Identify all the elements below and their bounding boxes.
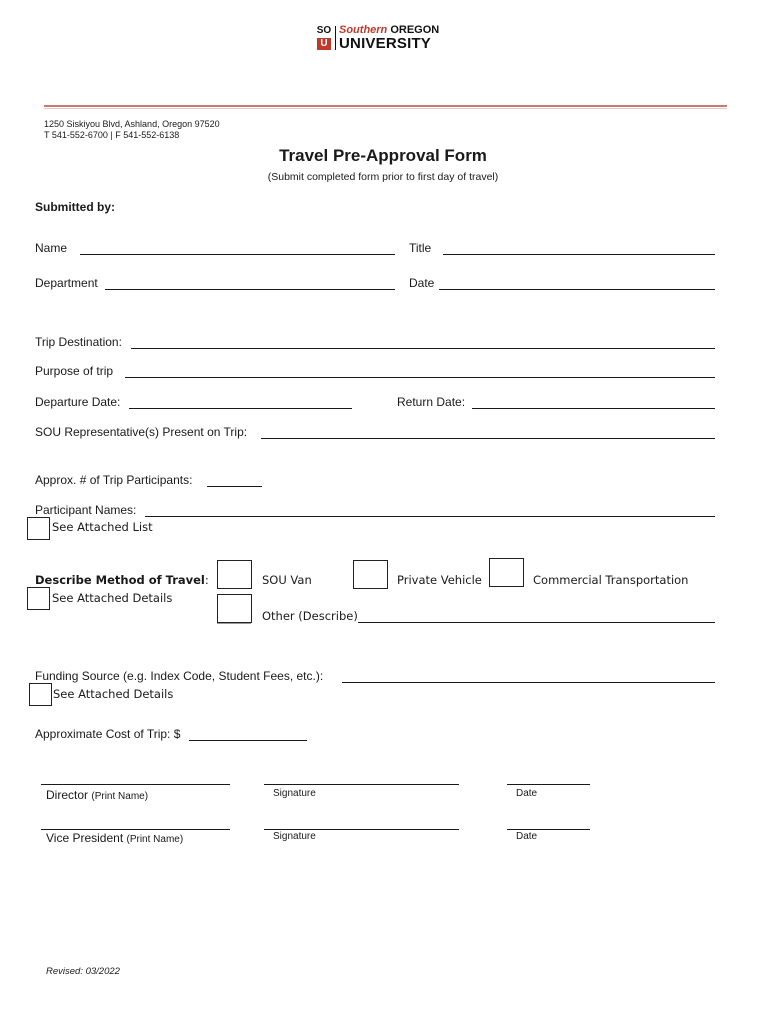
vp-label: Vice President [46, 831, 124, 845]
date-label: Date [409, 276, 435, 290]
participant-names-field[interactable] [145, 502, 715, 517]
other-label: Other (Describe) [262, 609, 358, 623]
logo-mark [316, 25, 332, 51]
return-date-label: Return Date: [397, 395, 466, 409]
header-rule [44, 105, 727, 107]
purpose-label: Purpose of trip [35, 364, 114, 378]
director-signature-label: Signature [273, 788, 316, 799]
submitted-by-label: Submitted by: [35, 200, 115, 214]
name-field[interactable] [80, 240, 395, 255]
see-attached-details-checkbox-2[interactable] [29, 683, 52, 706]
cost-label: Approximate Cost of Trip: $ [35, 727, 181, 741]
date-field[interactable] [439, 275, 715, 290]
vp-date-line[interactable] [507, 815, 590, 830]
logo-word-university: UNIVERSITY [339, 35, 432, 52]
trip-destination-label: Trip Destination: [35, 335, 122, 349]
director-date-line[interactable] [507, 770, 590, 785]
commercial-checkbox[interactable] [489, 558, 524, 587]
vp-name-line[interactable] [41, 815, 230, 830]
departure-date-field[interactable] [129, 394, 352, 409]
director-print-note: (Print Name) [91, 791, 149, 802]
participants-count-field[interactable] [207, 472, 262, 487]
see-attached-list-checkbox[interactable] [27, 517, 50, 540]
see-attached-details-label-1: See Attached Details [52, 591, 173, 605]
return-date-field[interactable] [472, 394, 715, 409]
address-line-2: T 541-552-6700 | F 541-552-6138 [44, 130, 180, 140]
vp-signature-line[interactable] [264, 815, 459, 830]
cost-field[interactable] [189, 726, 307, 741]
vp-print-note: (Print Name) [126, 834, 184, 845]
logo-word-oregon: OREGON [390, 24, 440, 36]
see-attached-list-label: See Attached List [52, 520, 153, 534]
sou-reps-field[interactable] [261, 424, 715, 439]
logo-mark-bottom: U [317, 38, 331, 50]
director-name-line[interactable] [41, 770, 230, 785]
private-vehicle-label: Private Vehicle [397, 573, 482, 587]
participants-count-label: Approx. # of Trip Participants: [35, 473, 193, 487]
director-signature-line[interactable] [264, 770, 459, 785]
see-attached-details-label-2: See Attached Details [53, 687, 174, 701]
title-label: Title [409, 241, 432, 255]
other-field[interactable] [358, 608, 715, 623]
department-field[interactable] [105, 275, 395, 290]
name-label: Name [35, 241, 68, 255]
sou-reps-label: SOU Representative(s) Present on Trip: [35, 425, 248, 439]
logo-divider [335, 26, 336, 50]
method-of-travel-colon: : [204, 573, 209, 587]
vp-date-label: Date [516, 831, 538, 842]
form-subtitle: (Submit completed form prior to first day of travel) [267, 171, 499, 183]
trip-destination-field[interactable] [131, 334, 715, 349]
university-logo [316, 25, 456, 53]
sou-van-label: SOU Van [262, 573, 312, 587]
director-label: Director [46, 788, 89, 802]
form-title: Travel Pre-Approval Form [279, 146, 487, 165]
participant-names-label: Participant Names: [35, 503, 137, 517]
see-attached-details-checkbox-1[interactable] [27, 587, 50, 610]
director-date-label: Date [516, 788, 538, 799]
revised-note: Revised: 03/2022 [46, 966, 120, 977]
commercial-label: Commercial Transportation [533, 573, 689, 587]
purpose-field[interactable] [125, 363, 715, 378]
vp-signature-label: Signature [273, 831, 316, 842]
departure-date-label: Departure Date: [35, 395, 121, 409]
method-of-travel-label: Describe Method of Travel [35, 573, 205, 587]
title-field[interactable] [443, 240, 715, 255]
private-vehicle-checkbox[interactable] [353, 560, 388, 589]
logo-word-southern: Southern [339, 24, 388, 36]
sou-van-checkbox[interactable] [217, 560, 252, 589]
funding-label: Funding Source (e.g. Index Code, Student Fees, etc.): [35, 669, 324, 683]
funding-field[interactable] [342, 668, 715, 683]
address-line-1: 1250 Siskiyou Blvd, Ashland, Oregon 97520 [44, 119, 220, 129]
logo-mark-top: SO [316, 25, 332, 36]
department-label: Department [35, 276, 98, 290]
